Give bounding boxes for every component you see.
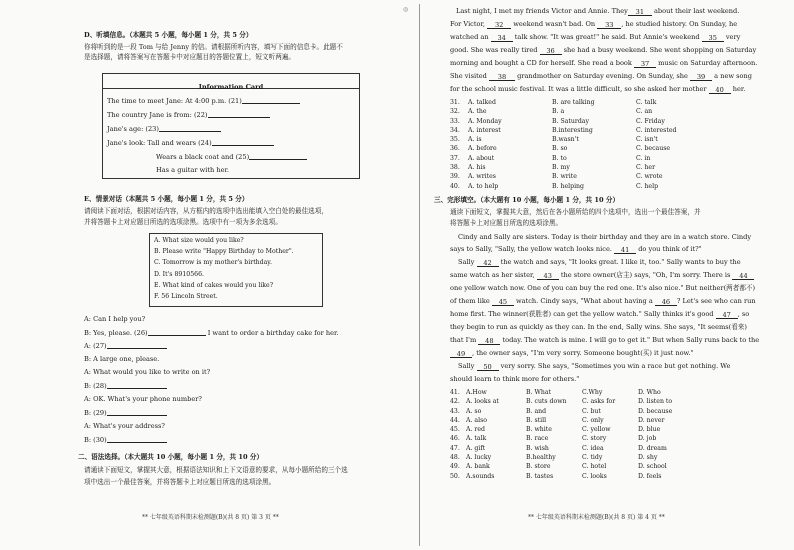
cloze-option-choice[interactable]: B. wish: [526, 444, 549, 452]
grammar-blank-35[interactable]: 35: [702, 34, 724, 42]
cloze-line-11: Sally 50 very sorry. She says, "Sometimes you win a race but get nothing. We: [458, 362, 731, 371]
cloze-option-choice[interactable]: C. idea: [582, 444, 604, 452]
grammar-option-choice[interactable]: C. because: [636, 145, 671, 153]
grammar-option-choice[interactable]: A. interest: [468, 126, 501, 134]
cloze-option-row: [450, 397, 690, 406]
grammar-option-choice[interactable]: B.wasn't: [552, 136, 579, 144]
card-line-guitar: Has a guitar with her.: [156, 166, 230, 174]
information-card-title: Information Card: [198, 83, 264, 91]
grammar-option-row: [450, 135, 706, 144]
cloze-option-choice[interactable]: D. job: [638, 435, 657, 443]
section-e-heading: E、情景对话（本题共 5 小题，每小题 1 分，共 5 分）: [84, 195, 249, 203]
cloze-option-choice[interactable]: B. white: [526, 426, 552, 434]
option-a: A. What size would you like?: [154, 237, 244, 244]
cloze-option-number: 50.: [450, 472, 460, 480]
grammar-blank-39[interactable]: 39: [690, 73, 712, 81]
card-line-country: The country Jane is from: (22): [107, 110, 270, 120]
grammar-blank-33[interactable]: 33: [597, 21, 621, 29]
answer-blank-24[interactable]: [212, 138, 274, 146]
option-d: D. It's 8910566.: [154, 271, 204, 278]
grammar-option-number: 38.: [450, 164, 460, 172]
option-f: F. 56 Lincoln Street.: [154, 293, 218, 300]
grammar-blank-37[interactable]: 37: [634, 60, 656, 68]
dialog-line-10: B: (30): [84, 435, 167, 445]
cloze-option-choice[interactable]: B. tastes: [526, 472, 554, 480]
card-line-coat: Wears a black coat and (25): [156, 152, 307, 162]
grammar-option-choice[interactable]: A. the: [468, 108, 487, 116]
cloze-line-1: Cindy and Sally are sisters. Today is their birthday and they are in a watch store. Cindy: [458, 233, 752, 241]
dialog-line-5: A: What would you like to write on it?: [84, 368, 211, 376]
cloze-option-choice[interactable]: A.sounds: [466, 472, 495, 480]
cloze-blank-42[interactable]: 42: [477, 259, 499, 267]
section-2-instruction-2: 项中选出一个最佳答案，并将答题卡上对应题目所选的选项涂黑。: [84, 478, 276, 486]
answer-blank-28[interactable]: [107, 381, 167, 389]
cloze-option-choice[interactable]: D. dream: [638, 444, 667, 452]
grammar-blank-34[interactable]: 34: [491, 34, 513, 42]
grammar-option-choice[interactable]: C. her: [636, 164, 656, 172]
passage-line-3: watched an 34 talk show. "It was great!" he said. But Annie's weekend 35 very: [450, 33, 741, 42]
cloze-blank-43[interactable]: 43: [537, 272, 559, 280]
cloze-blank-45[interactable]: 45: [492, 298, 514, 306]
cloze-option-choice[interactable]: B. and: [526, 407, 547, 415]
grammar-option-row: [450, 98, 706, 107]
passage-line-7: for the school music festival. It was a little difficult, so she asked her mother 40 her.: [450, 85, 746, 94]
cloze-line-4: same watch as her sister, 43 the store owner(店主) says, "Oh, I'm sorry. There is 44: [450, 271, 754, 280]
grammar-blank-31[interactable]: 31: [628, 8, 652, 16]
cloze-option-choice[interactable]: D. listen to: [638, 398, 673, 406]
grammar-option-number: 32.: [450, 108, 460, 116]
answer-blank-29[interactable]: [107, 408, 167, 416]
cloze-line-9: that I'm 48 today. The watch is mine. I will go to get it." But when Sally runs back to the: [450, 336, 760, 345]
card-line-time: The time to meet Jane: At 4:00 p.m. (21): [107, 96, 300, 106]
cloze-option-choice[interactable]: C. but: [582, 407, 601, 415]
cloze-option-choice[interactable]: A. lucky: [466, 454, 492, 462]
cloze-option-choice[interactable]: C. story: [582, 435, 607, 443]
cloze-option-choice[interactable]: B.healthy: [526, 454, 556, 462]
cloze-option-choice[interactable]: A. so: [466, 407, 482, 415]
cloze-option-row: [450, 416, 690, 425]
cloze-option-number: 46.: [450, 435, 460, 443]
cloze-blank-47[interactable]: 47: [716, 311, 738, 319]
cloze-option-choice[interactable]: D. never: [638, 416, 665, 424]
cloze-option-row: [450, 453, 690, 462]
cloze-option-choice[interactable]: D. shy: [638, 454, 658, 462]
passage-line-4: good. She was really tired 36 she had a busy weekend. She went shopping on Saturday: [450, 46, 757, 55]
cloze-option-choice[interactable]: B. What: [526, 389, 552, 396]
cloze-line-12: should learn to think more for others.": [450, 375, 580, 383]
grammar-option-row: [450, 117, 706, 126]
grammar-option-choice[interactable]: C. in: [636, 154, 651, 162]
option-c: C. Tomorrow is my mother's birthday.: [154, 259, 272, 266]
grammar-blank-40[interactable]: 40: [709, 86, 731, 94]
cloze-option-choice[interactable]: D. Who: [638, 389, 661, 396]
cloze-blank-41[interactable]: 41: [614, 246, 636, 254]
grammar-option-row: [450, 107, 706, 116]
section-d-instruction-2: 是选择题，请将答案写在答题卡中对应题目的答题位置上，短文听两遍。: [84, 53, 295, 61]
cloze-option-choice[interactable]: A.How: [466, 389, 487, 396]
cloze-options-table: [450, 388, 690, 481]
grammar-option-number: 39.: [450, 173, 460, 181]
cloze-option-choice[interactable]: C. hotel: [582, 463, 607, 471]
cloze-line-7: home first. The winner(获胜者) can get the yellow watch." Sally thinks it's good 47 , so: [450, 310, 750, 319]
grammar-option-number: 37.: [450, 154, 460, 162]
cloze-option-row: [450, 425, 690, 434]
cloze-option-row: [450, 407, 690, 416]
dialog-line-6: B: (28): [84, 381, 167, 391]
grammar-option-choice[interactable]: C. talk: [636, 99, 657, 106]
page-4-footer: ** 七年级英语科期末检测题(B)(共 8 页) 第 4 页 **: [528, 514, 665, 521]
cloze-line-6: of them like 45 watch. Cindy says, "What about having a 46 ? Let's see who can run: [450, 297, 756, 306]
cloze-option-choice[interactable]: B. store: [526, 463, 551, 471]
cloze-option-number: 47.: [450, 444, 460, 452]
information-card: [102, 73, 360, 179]
section-d-heading: D、听填信息。（本题共 5 小题，每小题 1 分，共 5 分）: [84, 31, 253, 39]
grammar-option-row: [450, 163, 706, 172]
cloze-option-choice[interactable]: A. talk: [466, 435, 487, 443]
grammar-option-choice[interactable]: B.interesting: [552, 126, 593, 134]
dialog-line-1: A: Can I help you?: [84, 315, 146, 323]
passage-line-1: Last night, I met my friends Victor and Annie. They 31 about their last weekend.: [456, 7, 740, 16]
cloze-blank-48[interactable]: 48: [478, 337, 500, 345]
cloze-option-number: 43.: [450, 407, 460, 415]
cloze-option-choice[interactable]: A. bank: [466, 463, 490, 471]
cloze-option-number: 49.: [450, 463, 460, 471]
grammar-option-number: 35.: [450, 136, 460, 144]
grammar-option-choice[interactable]: C. help: [636, 182, 659, 190]
cloze-line-5: one yellow watch now. One of you can buy the red one. It's also nice." But neither(两者都不): [450, 284, 756, 292]
grammar-option-choice[interactable]: B. are talking: [552, 99, 595, 106]
grammar-option-row: [450, 154, 706, 163]
grammar-option-choice[interactable]: A. talked: [468, 99, 496, 106]
grammar-option-choice[interactable]: C. Friday: [636, 117, 665, 125]
grammar-option-choice[interactable]: A. Monday: [468, 117, 502, 125]
grammar-option-choice[interactable]: B. a: [552, 108, 565, 116]
cloze-option-row: [450, 434, 690, 443]
cloze-option-choice[interactable]: B. race: [526, 435, 549, 443]
dialog-line-7: A: OK. What's your phone number?: [84, 395, 202, 403]
cloze-option-choice[interactable]: C. only: [582, 416, 604, 424]
section-2-instruction: 请通读下面短文，掌握其大意，根据语法知识和上下文语意的要求，从每小题所给的三个选: [84, 466, 348, 474]
answer-blank-30[interactable]: [107, 435, 167, 443]
option-b: B. Please write "Happy Birthday to Mother".: [154, 248, 294, 255]
cloze-option-choice[interactable]: C. looks: [582, 472, 607, 480]
cloze-blank-49[interactable]: 49: [450, 350, 472, 358]
cloze-option-choice[interactable]: B. still: [526, 416, 547, 424]
grammar-option-choice[interactable]: A. is: [468, 136, 482, 144]
section-3-instruction-2: 将答题卡上对应题目所选的选项涂黑。: [450, 219, 563, 227]
passage-line-5: morning and bought a CD for herself. She read a book 37 music on Saturday afternoon.: [450, 59, 758, 68]
grammar-options-table: [450, 98, 706, 191]
section-3-instruction: 通读下面短文，掌握其大意，然后在各小题所给的四个选项中，选出一个最佳答案，并: [450, 208, 701, 216]
card-line-age: Jane's age: (23): [107, 124, 221, 134]
section-3-heading: 三、完形填空。（本大题有 10 小题，每小题 1 分，共 10 分）: [434, 196, 620, 204]
cloze-option-choice[interactable]: D. because: [638, 407, 673, 415]
answer-blank-21[interactable]: [242, 96, 300, 104]
grammar-option-choice[interactable]: A. before: [468, 145, 497, 153]
dialog-line-8: B: (29): [84, 408, 167, 418]
grammar-option-choice[interactable]: B. Saturday: [552, 117, 589, 125]
dialog-line-9: A: What's your address?: [84, 422, 165, 430]
cloze-option-row: [450, 444, 690, 453]
grammar-option-choice[interactable]: A. to help: [468, 182, 499, 190]
cloze-option-choice[interactable]: D. blue: [638, 426, 661, 434]
dialog-options-box: [149, 233, 323, 307]
answer-blank-25[interactable]: [249, 152, 307, 160]
grammar-blank-38[interactable]: 38: [489, 73, 515, 81]
center-mark: ◎: [403, 6, 409, 13]
cloze-option-choice[interactable]: A. gift: [466, 444, 486, 452]
section-d-instruction: 你将听到的是一段 Tom 与给 Jenny 的信。请根据所听内容，填写下面的信息卡。此题不: [84, 43, 343, 51]
answer-blank-27[interactable]: [107, 341, 167, 349]
cloze-option-choice[interactable]: C. tidy: [582, 454, 603, 462]
cloze-option-row: [450, 462, 690, 471]
grammar-option-choice[interactable]: A. his: [468, 164, 486, 172]
answer-blank-26[interactable]: [148, 328, 206, 336]
dialog-line-3: A: (27): [84, 341, 167, 351]
option-e: E. What kind of cakes would you like?: [154, 282, 274, 289]
answer-blank-23[interactable]: [159, 124, 221, 132]
cloze-line-2: says to Sally, "Sally, the yellow watch looks nice. 41 do you think of it?": [450, 245, 702, 254]
dialog-line-2: B: Yes, please. (26) I want to order a birthday cake for her.: [84, 329, 339, 337]
answer-blank-22[interactable]: [208, 110, 270, 118]
cloze-option-choice[interactable]: D. feels: [638, 472, 662, 480]
cloze-blank-44[interactable]: 44: [732, 272, 754, 280]
cloze-option-choice[interactable]: D. school: [638, 463, 667, 471]
section-2-heading: 二、语法选择。（本大题共 10 小题，每小题 1 分，共 10 分）: [78, 453, 264, 461]
cloze-line-10: 49 , the owner says, "I'm very sorry. Someone bought(买) it just now.": [450, 349, 694, 358]
cloze-option-row: [450, 388, 690, 397]
grammar-option-number: 36.: [450, 145, 460, 153]
page-4: [420, 0, 794, 550]
cloze-blank-50[interactable]: 50: [477, 363, 499, 371]
grammar-option-number: 40.: [450, 182, 460, 190]
grammar-option-choice[interactable]: C. wrote: [636, 173, 663, 181]
grammar-option-choice[interactable]: B. write: [552, 173, 577, 181]
cloze-option-number: 48.: [450, 454, 460, 462]
page-3-footer: ** 七年级英语科期末检测题(B)(共 8 页) 第 3 页 **: [142, 514, 279, 521]
grammar-option-choice[interactable]: C. interested: [636, 126, 677, 134]
grammar-option-choice[interactable]: C. an: [636, 108, 653, 116]
cloze-option-choice[interactable]: C. yellow: [582, 426, 611, 434]
grammar-option-row: [450, 182, 706, 191]
grammar-option-row: [450, 126, 706, 135]
grammar-blank-32[interactable]: 32: [487, 21, 511, 29]
grammar-blank-36[interactable]: 36: [540, 47, 562, 55]
grammar-option-number: 31.: [450, 99, 460, 106]
grammar-option-row: [450, 144, 706, 153]
grammar-option-choice[interactable]: B. my: [552, 164, 570, 172]
cloze-line-3: Sally 42 the watch and says, "It looks great. I like it, too." Sally wants to buy the: [458, 258, 741, 267]
grammar-option-row: [450, 172, 706, 181]
cloze-option-choice[interactable]: A. also: [466, 416, 487, 424]
grammar-option-choice[interactable]: B. so: [552, 145, 568, 153]
cloze-line-8: they begin to run as quickly as they can. In the end, Sally wins. She says, "It seems(看来): [450, 323, 747, 331]
grammar-option-choice[interactable]: A. writes: [468, 173, 496, 181]
grammar-option-choice[interactable]: B. helping: [552, 182, 584, 190]
cloze-option-choice[interactable]: B. cuts down: [526, 398, 567, 406]
cloze-option-number: 45.: [450, 426, 460, 434]
cloze-option-row: [450, 472, 690, 481]
passage-line-2: For Victor, 32 weekend wasn't bad. On 33 , he studied history. On Sunday, he: [450, 20, 738, 29]
cloze-option-number: 41.: [450, 389, 460, 396]
cloze-option-choice[interactable]: A. looks at: [466, 398, 499, 406]
section-e-instruction-2: 并将答题卡上对应题目所选的选项涂黑。选项中有一项为多余选项。: [84, 218, 282, 226]
passage-line-6: She visited 38 grandmother on Saturday evening. On Sunday, she 39 a new song: [450, 72, 752, 81]
grammar-option-choice[interactable]: A. about: [468, 154, 495, 162]
dialog-line-4: B: A large one, please.: [84, 355, 160, 363]
cloze-option-choice[interactable]: C. asks for: [582, 398, 616, 406]
grammar-option-number: 33.: [450, 117, 460, 125]
cloze-option-choice[interactable]: A. red: [466, 426, 485, 434]
cloze-option-choice[interactable]: C.Why: [582, 389, 603, 396]
grammar-option-choice[interactable]: B. to: [552, 154, 567, 162]
cloze-option-number: 44.: [450, 416, 460, 424]
grammar-option-choice[interactable]: C. isn't: [636, 136, 658, 144]
section-e-instruction: 请阅读下面对话，根据对话内容，从方框内的选项中选出能填入空白处的最佳选项，: [84, 207, 328, 215]
cloze-blank-46[interactable]: 46: [655, 298, 677, 306]
cloze-option-number: 42.: [450, 398, 460, 406]
card-line-look: Jane's look: Tall and wears (24): [107, 138, 274, 148]
grammar-option-number: 34.: [450, 126, 460, 134]
